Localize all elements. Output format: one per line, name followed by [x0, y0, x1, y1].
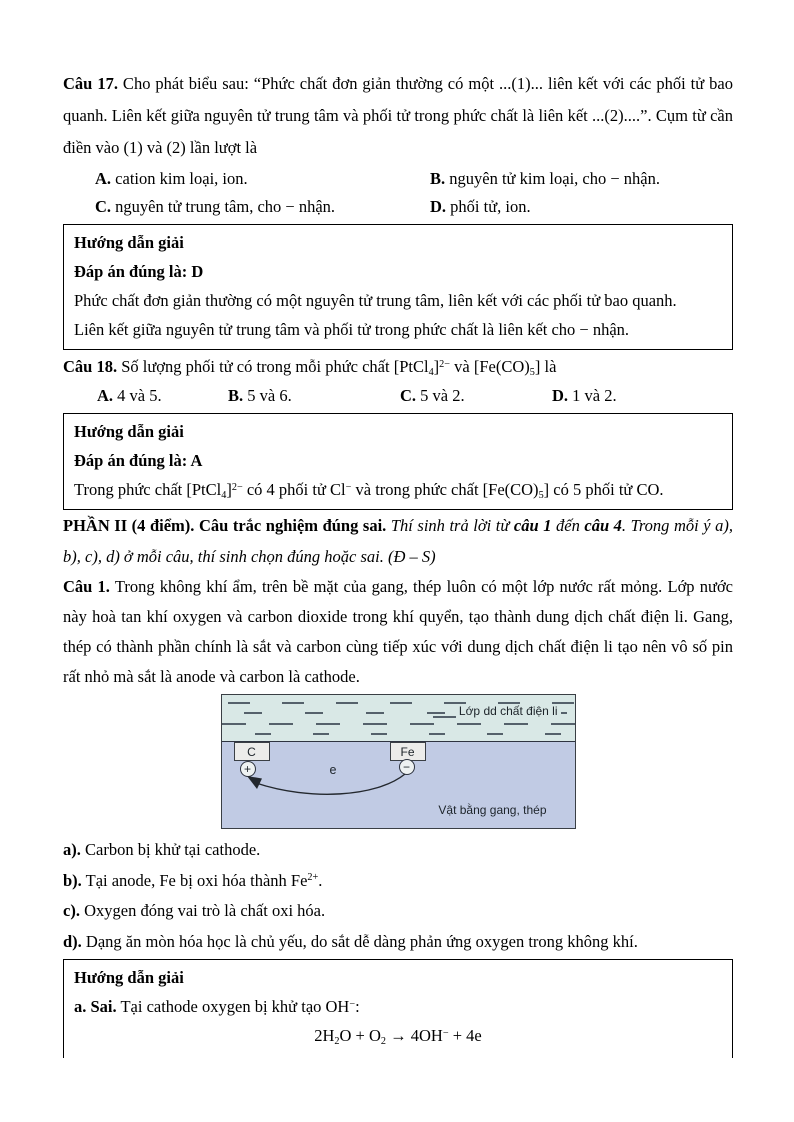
statement-a: a). Carbon bị khử tại cathode. [63, 840, 261, 859]
solution-title: Hướng dẫn giải [74, 233, 184, 252]
solution-text: a. Sai. Tại cathode oxygen bị khử tạo OH−: [74, 997, 360, 1016]
solution-text: Phức chất đơn giản thường có một nguyên tử trung tâm, liên kết với các phối tử bao quanh. [74, 291, 677, 310]
option-18-d: D. 1 và 2. [552, 386, 617, 405]
statement-b: b). Tại anode, Fe bị oxi hóa thành $Fe^{2+}$. [63, 870, 323, 890]
option-18-b: B. 5 và 6. [228, 386, 292, 405]
statement-list [63, 835, 733, 957]
solution-title: Hướng dẫn giải [74, 422, 184, 441]
option-18-a: A. 4 và 5. [97, 386, 162, 405]
option-17-b: B. nguyên tử kim loại, cho − nhận. [430, 169, 660, 188]
electrolyte-label: Lớp dd chất điện li [456, 704, 561, 718]
solution-title: Hướng dẫn giải [74, 968, 184, 987]
plus-sign: + [243, 762, 251, 776]
metal-label: Vật bằng gang, thép [438, 803, 547, 817]
electrode-carbon-label: C [247, 744, 256, 759]
solution-box-q1 [63, 959, 733, 1058]
question-1-stem: Câu 1. Trong không khí ẩm, trên bề mặt của gang, thép luôn có một lớp nước rất mỏng. Lớp nước này hoà tan khí oxygen và carbon dioxide trong khí quyển, tạo thành dung dịch chất điện li. Gang, thép có thành phần chính là sắt và carbon cùng tiếp xúc với dung dịch chất điện li tạo nên vô số pin rất nhỏ mà sắt là anode và carbon là cathode. [63, 577, 733, 686]
statement-c: c). Oxygen đóng vai trò là chất oxi hóa. [63, 901, 326, 920]
corrosion-diagram-frame [221, 694, 576, 829]
solution-text: Liên kết giữa nguyên tử trung tâm và phối tử trong phức chất là liên kết cho − nhận. [74, 320, 630, 339]
solution-text: Trong phức chất [PtCl$_4$]$^{2-}$ có 4 phối tử Cl− và trong phức chất $[Fe(CO)_5]$ có 5 phối tử CO. [74, 480, 664, 501]
solution-box-q18 [63, 413, 733, 510]
electron-flow-arrow-icon [222, 695, 577, 830]
electrode-iron-label: Fe [400, 744, 415, 759]
equation-line: $2H_2O + O_2 \to 4OH^- + 4e$ [314, 1026, 482, 1047]
question-17-stem: Câu 17. Cho phát biểu sau: “Phức chất đơn giản thường có một ...(1)... liên kết với các phối tử bao quanh. Liên kết giữa nguyên tử trung tâm và phối tử trong phức chất là liên kết ...(2)....”. Cụm từ cần điền vào (1) và (2) lần lượt là [63, 74, 733, 157]
option-17-a: A. cation kim loại, ion. [95, 169, 248, 188]
answer-line: Đáp án đúng là: D [74, 262, 204, 281]
option-17-c: C. nguyên tử trung tâm, cho − nhận. [95, 197, 336, 216]
minus-sign: − [402, 760, 410, 774]
option-17-d: D. phối tử, ion. [430, 197, 531, 216]
question-18-options [63, 382, 733, 410]
electron-label: e [329, 763, 337, 777]
statement-d: d). Dạng ăn mòn hóa học là chủ yếu, do sắt dễ dàng phản ứng oxygen trong không khí. [63, 931, 638, 951]
answer-line: Đáp án đúng là: A [74, 451, 203, 470]
question-17-options [63, 165, 733, 221]
question-18-stem: Câu 18. Số lượng phối tử có trong mỗi phức chất [PtCl$_4$]$^{2-}$ và $[Fe(CO)_5]$ là [63, 357, 557, 378]
part2-header: PHẦN II (4 điểm). Câu trắc nghiệm đúng sai. Thí sinh trả lời từ câu 1 đến câu 4. Trong mỗi ý a), b), c), d) ở mỗi câu, thí sinh chọn đúng hoặc sai. (Đ – S) [63, 516, 733, 566]
solution-box-q17 [63, 224, 733, 350]
option-18-c: C. 5 và 2. [400, 386, 465, 405]
corrosion-diagram [63, 694, 733, 829]
